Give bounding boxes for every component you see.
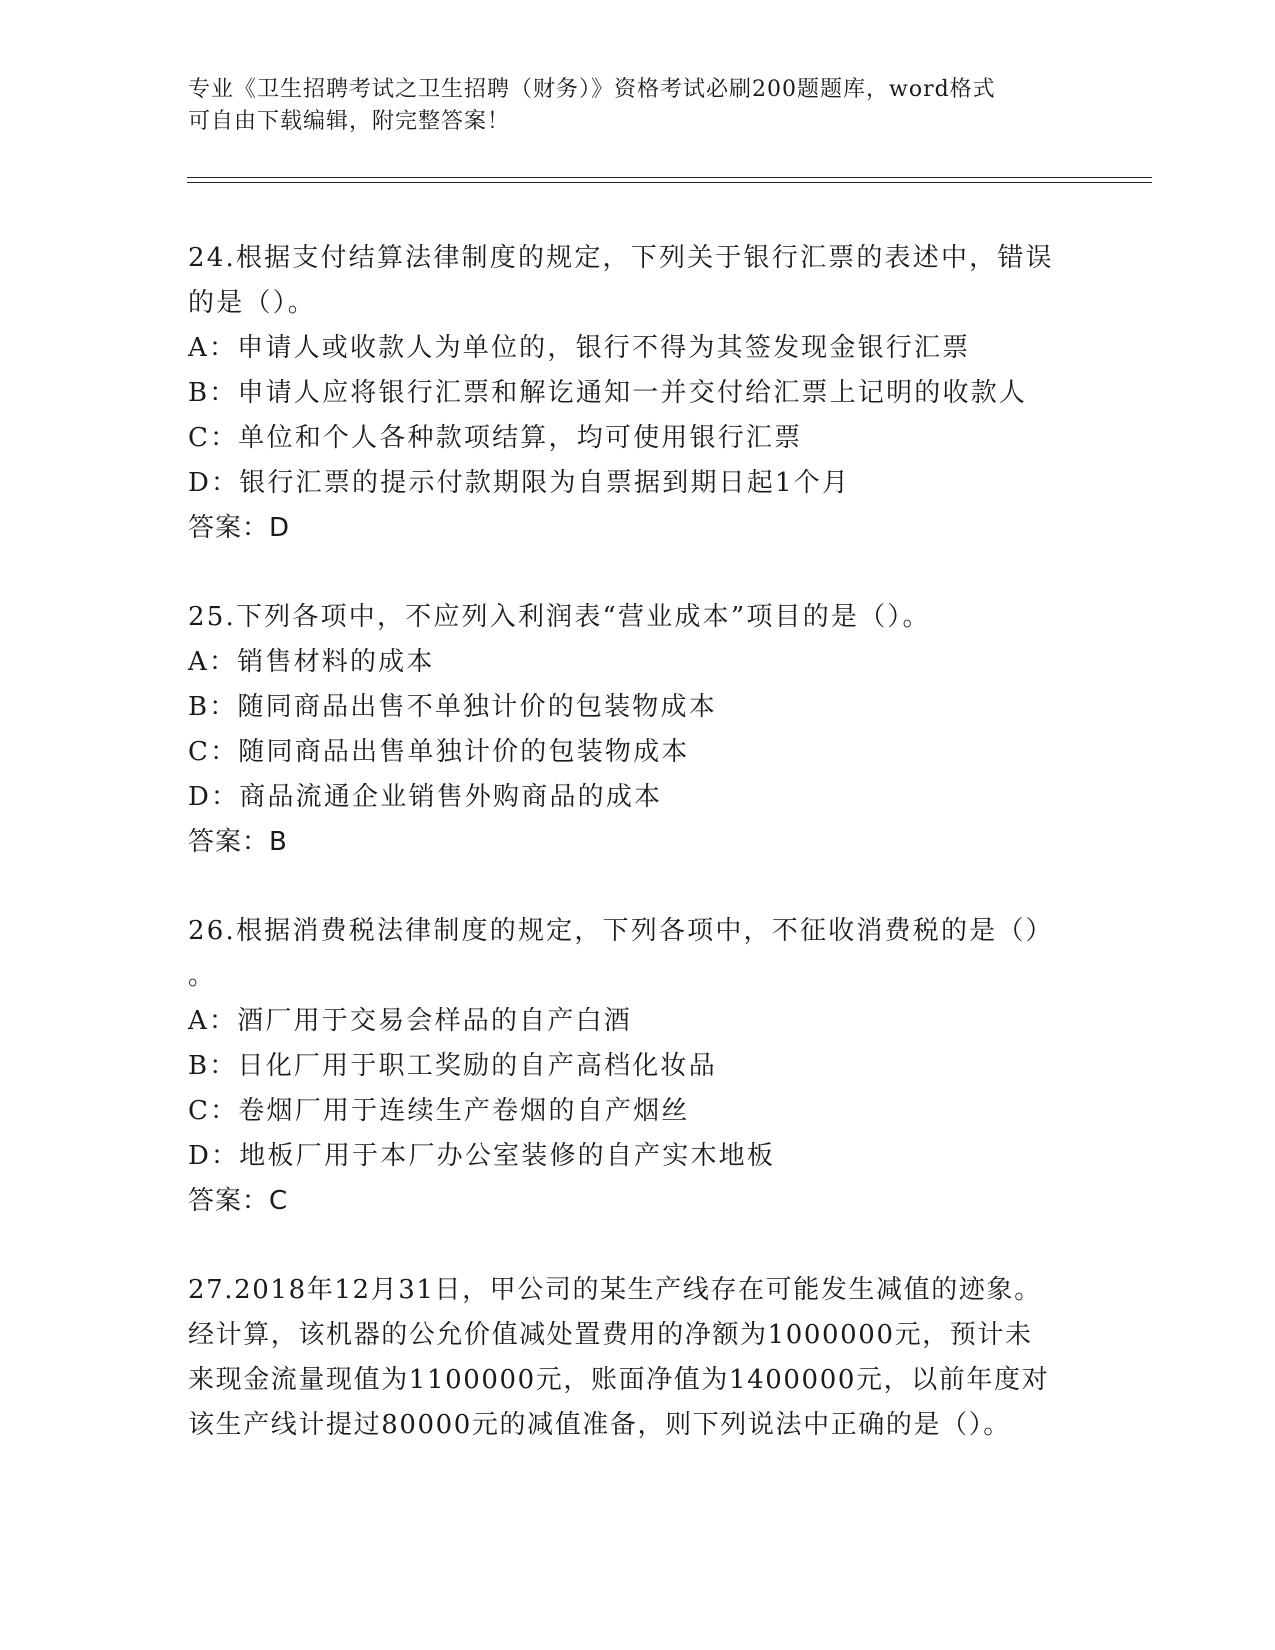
header-line-1: 专业《卫生招聘考试之卫生招聘（财务）》资格考试必刷200题题库，word格式 xyxy=(188,77,996,102)
option-d: D：商品流通企业销售外购商品的成本 xyxy=(188,782,663,812)
question-stem-line: 经计算，该机器的公允价值减处置费用的净额为1000000元，预计未 xyxy=(188,1320,1033,1350)
option-c: C：卷烟厂用于连续生产卷烟的自产烟丝 xyxy=(188,1096,690,1126)
question-25 xyxy=(188,595,1148,865)
question-stem-line: 24.根据支付结算法律制度的规定，下列关于银行汇票的表述中，错误 xyxy=(188,243,1054,273)
question-27 xyxy=(188,1268,1148,1448)
question-spacer xyxy=(188,551,1148,595)
option-a: A：申请人或收款人为单位的，银行不得为其签发现金银行汇票 xyxy=(188,333,971,363)
answer-label: 答案：B xyxy=(188,827,288,857)
question-stem-line: 25.下列各项中，不应列入利润表“营业成本”项目的是（）。 xyxy=(188,602,931,632)
option-c: C：单位和个人各种款项结算，均可使用银行汇票 xyxy=(188,423,803,453)
option-a: A：销售材料的成本 xyxy=(188,647,435,677)
question-stem-line: 该生产线计提过80000元的减值准备，则下列说法中正确的是（）。 xyxy=(188,1410,1011,1440)
header-divider xyxy=(187,177,1152,183)
header-line-2: 可自由下载编辑，附完整答案！ xyxy=(188,109,511,134)
question-spacer xyxy=(188,865,1148,909)
document-header xyxy=(188,74,1088,138)
option-d: D：地板厂用于本厂办公室装修的自产实木地板 xyxy=(188,1141,776,1171)
question-24 xyxy=(188,236,1148,551)
question-stem-line: 26.根据消费税法律制度的规定，下列各项中，不征收消费税的是（） xyxy=(188,916,1054,946)
question-stem-line: 的是（）。 xyxy=(188,288,317,318)
question-stem-line: 27.2018年12月31日，甲公司的某生产线存在可能发生减值的迹象。 xyxy=(188,1275,1042,1305)
question-stem-line: 。 xyxy=(188,961,217,991)
option-a: A：酒厂用于交易会样品的自产白酒 xyxy=(188,1006,632,1036)
option-c: C：随同商品出售单独计价的包装物成本 xyxy=(188,737,690,767)
option-b: B：申请人应将银行汇票和解讫通知一并交付给汇票上记明的收款人 xyxy=(188,378,1028,408)
answer-label: 答案：D xyxy=(188,513,291,543)
question-26 xyxy=(188,909,1148,1224)
question-stem-line: 来现金流量现值为1100000元，账面净值为1400000元，以前年度对 xyxy=(188,1365,1050,1395)
option-d: D：银行汇票的提示付款期限为自票据到期日起1个月 xyxy=(188,468,851,498)
answer-label: 答案：C xyxy=(188,1186,289,1216)
question-spacer xyxy=(188,1224,1148,1268)
option-b: B：日化厂用于职工奖励的自产高档化妆品 xyxy=(188,1051,717,1081)
question-list xyxy=(188,236,1148,1448)
option-b: B：随同商品出售不单独计价的包装物成本 xyxy=(188,692,717,722)
